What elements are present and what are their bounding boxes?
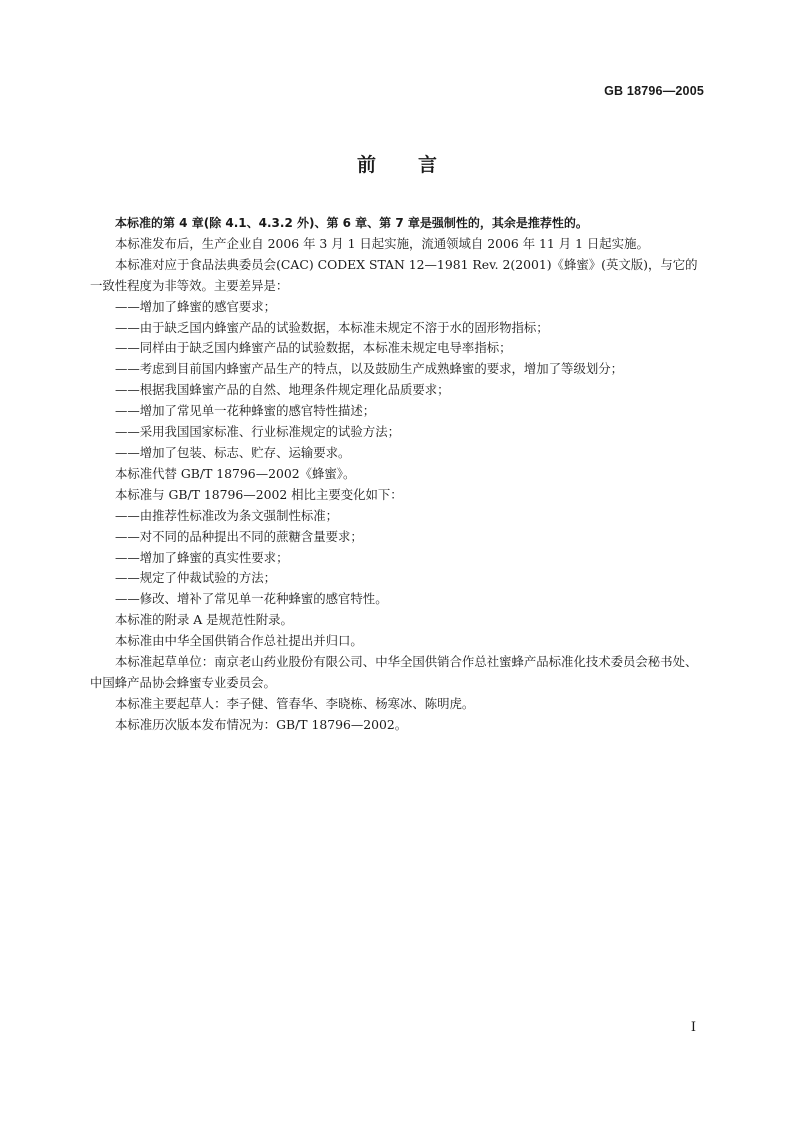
list-item: ——考虑到目前国内蜂蜜产品生产的特点，以及鼓励生产成熟蜂蜜的要求，增加了等级划分； — [115, 361, 624, 377]
paragraph-annex: 本标准的附录 A 是规范性附录。 — [115, 612, 293, 628]
list-item: ——规定了仲裁试验的方法； — [115, 570, 277, 586]
paragraph-codex-correspondence: 本标准对应于食品法典委员会(CAC) CODEX STAN 12—1981 Rev. 2(2001)《蜂蜜》(英文版)，与它的一致性程度为非等效。主要差异是： — [90, 256, 698, 293]
list-item: ——根据我国蜂蜜产品的自然、地理条件规定理化品质要求； — [115, 382, 450, 398]
foreword-body — [90, 213, 704, 736]
list-item: ——同样由于缺乏国内蜂蜜产品的试验数据，本标准未规定电导率指标； — [115, 340, 512, 356]
standard-code: GB 18796—2005 — [604, 84, 704, 98]
paragraph-history: 本标准历次版本发布情况为：GB/T 18796—2002。 — [115, 716, 408, 732]
paragraph-replaces: 本标准代替 GB/T 18796—2002《蜂蜜》。 — [115, 465, 356, 481]
list-item: ——增加了包装、标志、贮存、运输要求。 — [115, 444, 351, 460]
title-char-2: 言 — [418, 154, 438, 176]
title-char-1: 前 — [356, 154, 376, 176]
paragraph-implementation-dates: 本标准发布后，生产企业自 2006 年 3 月 1 日起实施，流通领域自 2006 年 11 月 1 日起实施。 — [115, 235, 649, 251]
list-item: ——由于缺乏国内蜂蜜产品的试验数据，本标准未规定不溶于水的固形物指标； — [115, 319, 549, 335]
list-item: ——增加了蜂蜜的真实性要求； — [115, 549, 289, 565]
paragraph-drafting-units: 本标准起草单位：南京老山药业股份有限公司、中华全国供销合作总社蜜蜂产品标准化技术委员会秘书处、中国蜂产品协会蜂蜜专业委员会。 — [90, 654, 698, 690]
list-item: ——采用我国国家标准、行业标准规定的试验方法； — [115, 424, 400, 440]
paragraph-mandatory-clauses: 本标准的第 4 章(除 4.1、4.3.2 外)、第 6 章、第 7 章是强制性的，其余是推荐性的。 — [115, 216, 588, 230]
list-item: ——增加了常见单一花种蜂蜜的感官特性描述； — [115, 403, 376, 419]
paragraph-drafters: 本标准主要起草人：李子健、管春华、李晓栋、杨寒冰、陈明虎。 — [115, 695, 475, 711]
list-item: ——由推荐性标准改为条文强制性标准； — [115, 507, 339, 523]
page-number: I — [690, 1020, 696, 1035]
list-item: ——增加了蜂蜜的感官要求； — [115, 298, 277, 314]
list-item: ——修改、增补了常见单一花种蜂蜜的感官特性。 — [115, 591, 388, 607]
paragraph-proposer: 本标准由中华全国供销合作总社提出并归口。 — [115, 633, 363, 649]
list-item: ——对不同的品种提出不同的蔗糖含量要求； — [115, 528, 363, 544]
paragraph-changes-intro: 本标准与 GB/T 18796—2002 相比主要变化如下： — [115, 486, 403, 502]
page-title — [0, 150, 794, 177]
